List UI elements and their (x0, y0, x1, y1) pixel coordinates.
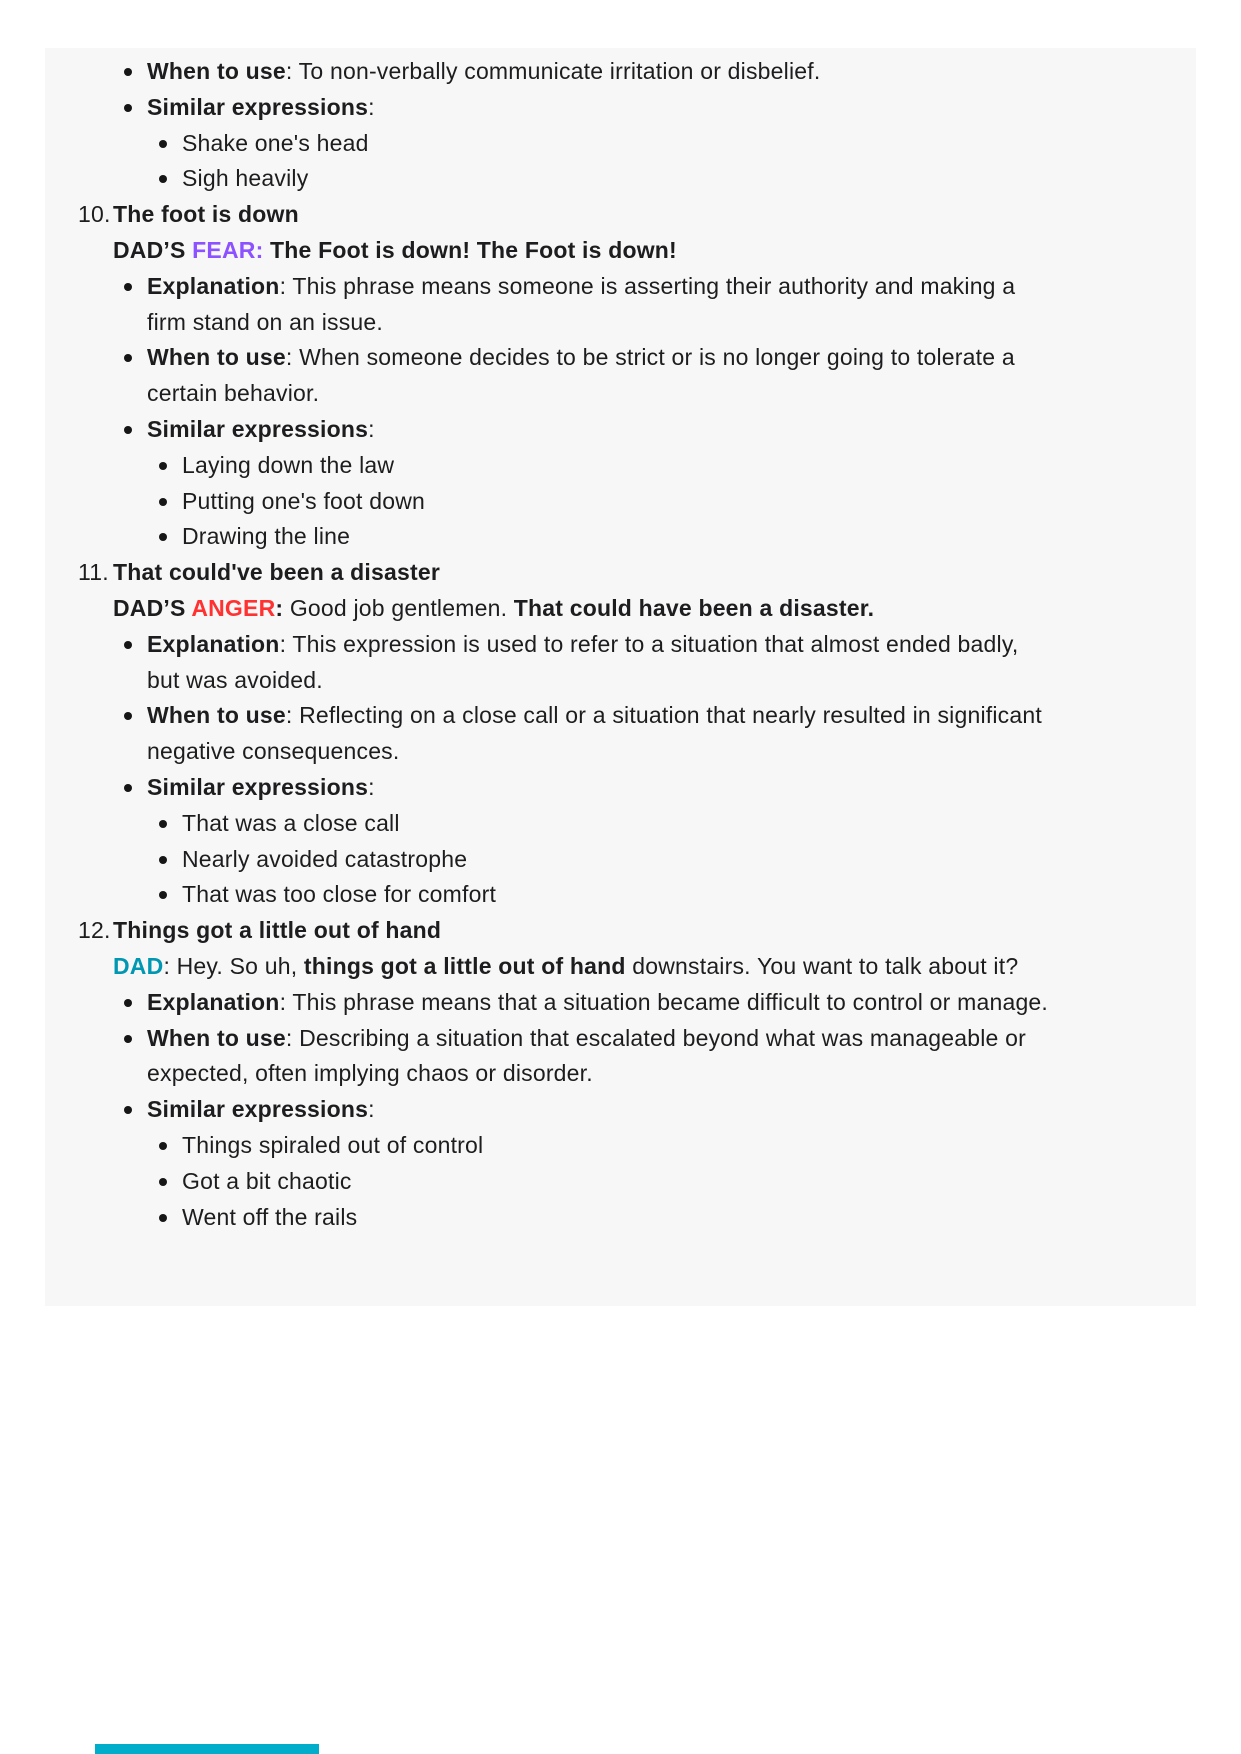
bullet-dot-icon (124, 1106, 132, 1114)
text-segment: That was too close for comfort (182, 881, 497, 908)
bullet-item (45, 698, 1196, 770)
text-segment: : (368, 1096, 375, 1123)
bullet-dot-icon (159, 140, 167, 148)
dialog-line (45, 949, 1196, 985)
text-segment: Explanation (147, 272, 280, 299)
sub-bullet-item (45, 484, 1196, 520)
text-segment: : Describing a situation that escalated beyond what was manageable or expected, often implying chaos or disorder. (147, 1024, 1026, 1087)
text-segment: : (275, 594, 290, 621)
text-segment: Laying down the law (182, 451, 395, 478)
sub-bullet-item (45, 1200, 1196, 1236)
text-segment: Sigh heavily (182, 165, 309, 192)
bullet-dot-icon (159, 1178, 167, 1186)
text-segment: : Hey. So uh, (163, 952, 304, 979)
bullet-dot-icon (124, 712, 132, 720)
list-number: 12. (78, 917, 111, 944)
bullet-dot-icon (124, 426, 132, 434)
text-segment: DAD’S (113, 236, 193, 263)
text-segment: : This phrase means that a situation became difficult to control or manage. (279, 988, 1049, 1015)
text-segment: Shake one's head (182, 129, 369, 156)
text-segment: Similar expressions (147, 93, 369, 120)
sub-bullet-item (45, 1164, 1196, 1200)
text-segment: : To non-verbally communicate irritation or disbelief. (285, 58, 821, 84)
bullet-item (45, 770, 1196, 806)
bullet-dot-icon (124, 1035, 132, 1043)
text-segment: : (368, 93, 375, 120)
bullet-item (45, 54, 1196, 90)
sub-bullet-item (45, 126, 1196, 162)
bullet-dot-icon (159, 462, 167, 470)
sub-bullet-item (45, 519, 1196, 555)
dialog-line (45, 591, 1196, 627)
text-segment: When to use (147, 1024, 286, 1051)
text-segment: Similar expressions (147, 415, 369, 442)
bullet-item (45, 1092, 1196, 1128)
text-segment: The Foot is down! The Foot is down! (263, 236, 677, 263)
numbered-heading (45, 197, 1196, 233)
bullet-dot-icon (159, 175, 167, 183)
text-segment: That could've been a disaster (113, 559, 440, 586)
bullet-dot-icon (124, 104, 132, 112)
numbered-heading (45, 555, 1196, 591)
sub-bullet-item (45, 161, 1196, 197)
list-number: 11. (78, 559, 109, 586)
text-segment: : (368, 415, 375, 442)
text-segment: Things got a little out of hand (113, 917, 442, 944)
bullet-item (45, 627, 1196, 699)
text-segment: Things spiraled out of control (182, 1131, 484, 1158)
text-segment: Explanation (147, 630, 280, 657)
text-segment: : This expression is used to refer to a situation that almost ended badly, but was avoided. (147, 630, 1019, 693)
sub-bullet-item (45, 1128, 1196, 1164)
text-segment: downstairs. You want to talk about it? (625, 952, 1019, 979)
text-segment: things got a little out of hand (303, 952, 626, 979)
list-number: 10. (78, 201, 111, 228)
text-segment: Explanation (147, 988, 280, 1015)
bullet-item (45, 90, 1196, 126)
text-segment: When to use (147, 58, 286, 84)
numbered-heading (45, 913, 1196, 949)
text-segment: That could have been a disaster. (513, 594, 875, 621)
text-segment: DAD (113, 952, 164, 979)
text-segment: Got a bit chaotic (182, 1167, 352, 1194)
text-segment: : When someone decides to be strict or is no longer going to tolerate a certain behavior. (147, 344, 1015, 407)
text-segment: When to use (147, 702, 286, 729)
expression-list (45, 54, 1196, 1235)
text-segment: Similar expressions (147, 1096, 369, 1123)
bullet-item (45, 985, 1196, 1021)
bullet-dot-icon (124, 68, 132, 76)
bullet-dot-icon (159, 856, 167, 864)
bullet-dot-icon (159, 1142, 167, 1150)
text-segment: : Reflecting on a close call or a situation that nearly resulted in significant negative consequences. (147, 702, 1042, 765)
bullet-item (45, 1021, 1196, 1093)
bullet-dot-icon (159, 498, 167, 506)
bullet-dot-icon (124, 784, 132, 792)
bullet-dot-icon (159, 891, 167, 899)
bullet-dot-icon (124, 283, 132, 291)
text-segment: Nearly avoided catastrophe (182, 845, 468, 872)
text-segment: Went off the rails (182, 1203, 358, 1230)
text-segment: : This phrase means someone is asserting their authority and making a firm stand on an issue. (147, 272, 1016, 335)
text-segment: The foot is down (113, 201, 299, 228)
text-segment: When to use (147, 344, 286, 371)
text-segment: Good job gentlemen. (289, 594, 514, 621)
sub-bullet-item (45, 877, 1196, 913)
text-segment: FEAR: (192, 236, 264, 263)
sub-bullet-item (45, 806, 1196, 842)
bullet-dot-icon (124, 999, 132, 1007)
text-segment: That was a close call (182, 809, 400, 836)
dialog-line (45, 233, 1196, 269)
bullet-item (45, 340, 1196, 412)
text-segment: Drawing the line (182, 523, 351, 550)
bullet-item (45, 412, 1196, 448)
bullet-dot-icon (124, 354, 132, 362)
text-segment: DAD’S (113, 594, 192, 621)
sub-bullet-item (45, 842, 1196, 878)
next-page-header-bar (95, 1744, 319, 1754)
bullet-dot-icon (159, 533, 167, 541)
content-sheet (45, 48, 1196, 1306)
bullet-item (45, 269, 1196, 341)
text-segment: : (368, 773, 375, 800)
bullet-dot-icon (124, 641, 132, 649)
bullet-dot-icon (159, 820, 167, 828)
text-segment: Similar expressions (147, 773, 369, 800)
sub-bullet-item (45, 448, 1196, 484)
text-segment: Putting one's foot down (182, 487, 425, 514)
bullet-dot-icon (159, 1214, 167, 1222)
text-segment: ANGER (191, 594, 276, 621)
